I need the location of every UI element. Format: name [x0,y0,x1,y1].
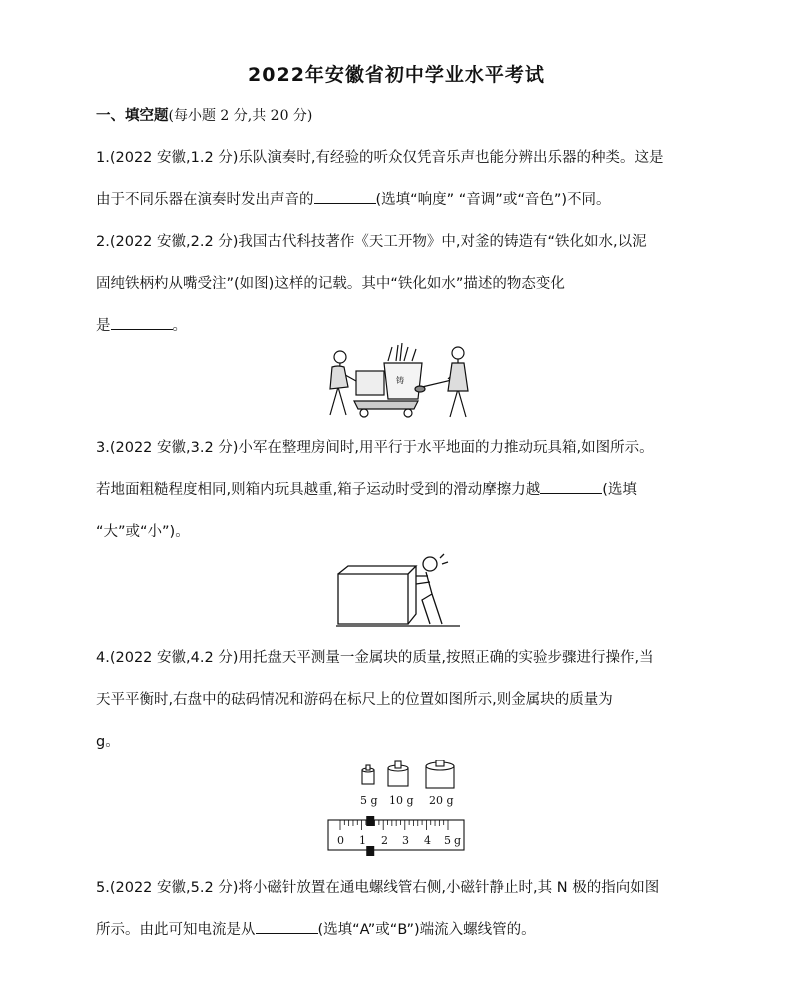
q2-line-2 [96,272,706,293]
scale-label: 1 [359,834,366,847]
q3-line-2 [96,478,706,499]
answer-blank[interactable] [111,315,173,330]
q3-line-3 [96,520,706,541]
furnace-base [354,401,418,409]
text: 天平平衡时,右盘中的砝码情况和游码在标尺上的位置如图所示,则金属块的质量为 [96,692,613,708]
left-worker-head [334,351,346,363]
scale-label: 5 [444,834,451,847]
text: 3.(2022 安徽,3.2 分)小军在整理房间时,用平行于水平地面的力推动玩具箱,如图所示。 [96,440,654,456]
text: 由于不同乐器在演奏时发出声音的 [96,192,314,208]
weight-20g [426,760,454,788]
scale-label: 2 [381,834,388,847]
q5-line-2 [96,918,706,939]
rider-scale [328,816,464,856]
section-heading [96,104,312,125]
text: (选填“响度” “音调”或“音色”)不同。 [375,192,611,208]
weight-5g [362,765,374,784]
box-side [408,566,416,624]
casting-illustration [318,343,478,423]
rider-bottom [366,846,374,856]
weight-10g [388,761,408,786]
right-worker-head [452,347,464,359]
answer-blank[interactable] [256,919,318,934]
flames [388,343,416,361]
q4-line-2 [96,688,706,709]
text: 若地面粗糙程度相同,则箱内玩具越重,箱子运动时受到的滑动摩擦力越 [96,482,541,498]
text: 1.(2022 安徽,1.2 分)乐队演奏时,有经验的听众仅凭音乐声也能分辨出乐器的种类。这是 [96,150,664,166]
person-head [423,557,437,571]
text: 4.(2022 安徽,4.2 分)用托盘天平测量一金属块的质量,按照正确的实验步骤进行操作,当 [96,650,654,666]
section-note: (每小题 2 分,共 20 分) [168,108,313,124]
section-title: 一、填空题 [96,108,169,124]
q1-line-1 [96,146,706,167]
balance-weights-figure [326,760,466,860]
motion-marks [440,554,448,564]
box-top [338,566,416,574]
scale-unit: g [454,834,462,847]
scale-label: 4 [424,834,431,847]
person-legs [422,572,442,624]
scale-label: 0 [337,834,344,847]
text: (选填“A”或“B”)端流入螺线管的。 [317,922,536,938]
text: 5.(2022 安徽,5.2 分)将小磁针放置在通电螺线管右侧,小磁针静止时,其 N 极的指向如图 [96,880,660,896]
text: 固纯铁柄杓从嘴受注”(如图)这样的记载。其中“铁化如水”描述的物态变化 [96,276,565,292]
ladle-cup [415,386,425,392]
scale-label: 3 [402,834,409,847]
q2-line-3 [96,314,706,335]
wheel [360,409,368,417]
q2-line-1 [96,230,706,251]
rider-top [366,816,374,826]
q3-line-1 [96,436,706,457]
left-worker-robe [330,366,348,389]
wheel [404,409,412,417]
q5-line-1 [96,876,706,897]
text: 所示。由此可知电流是从 [96,922,256,938]
weight-label-20g: 20 g [429,794,454,807]
weight-label-5g: 5 g [360,794,378,807]
text: 是 [96,318,111,334]
text: 2.(2022 安徽,2.2 分)我国古代科技著作《天工开物》中,对釜的铸造有“铁化如水,以泥 [96,234,647,250]
q4-line-3 [96,730,706,751]
text: “大”或“小”)。 [96,524,190,540]
pushing-box-illustration [336,552,460,628]
answer-blank[interactable] [314,189,376,204]
q4-line-1 [96,646,706,667]
weight-label-10g: 10 g [389,794,414,807]
bellows [356,371,384,395]
q1-line-2 [96,188,706,209]
answer-blank[interactable] [540,479,602,494]
crucible-inscription: 铸 [396,376,404,385]
right-worker-robe [448,363,468,391]
box-front [338,574,408,624]
text: g。 [96,734,120,750]
page-title: 2022年安徽省初中学业水平考试 [248,64,545,86]
text: (选填 [602,482,637,498]
text: 。 [172,318,187,334]
